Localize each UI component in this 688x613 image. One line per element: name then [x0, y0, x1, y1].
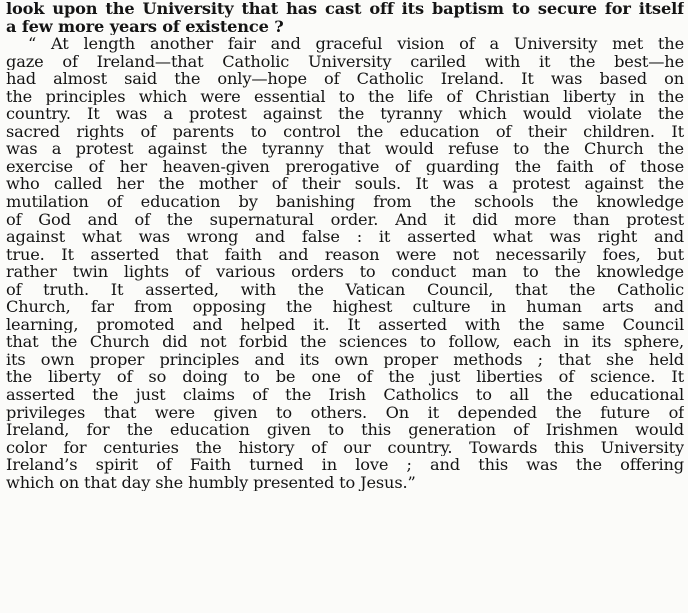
text-line-6: the principles which were essential to the life of Christian liberty in the — [6, 87, 684, 106]
text-line-26: color for centuries the history of our country. Towards this University — [6, 438, 684, 457]
text-line-28: which on that day she humbly presented to Jesus.” — [6, 473, 416, 492]
text-line-13: of God and of the supernatural order. And it did more than protest — [6, 210, 684, 229]
text-line-8: sacred rights of parents to control the education of their children. It — [6, 122, 684, 141]
text-line-16: rather twin lights of various orders to conduct man to the knowledge — [6, 263, 684, 281]
text-line-4: gaze of Ireland—that Catholic University cariled with it the best—he — [6, 52, 684, 71]
text-line-7: country. It was a protest against the tyranny which would violate the — [6, 105, 684, 123]
text-line-19: learning, promoted and helped it. It asserted with the same Council — [6, 315, 684, 334]
text-line-1: look upon the University that has cast off its baptism to secure for itself — [6, 0, 684, 18]
text-line-23: asserted the just claims of the Irish Catholics to all the educational — [6, 386, 684, 404]
text-line-12: mutilation of education by banishing from the schools the knowledge — [6, 193, 684, 211]
text-line-25: Ireland, for the education given to this generation of Irishmen would — [6, 421, 684, 439]
text-line-22: the liberty of so doing to be one of the just liberties of science. It — [6, 368, 684, 387]
text-line-5: had almost said the only—hope of Catholic Ireland. It was based on — [6, 70, 684, 88]
text-line-9: was a protest against the tyranny that would refuse to the Church the — [6, 140, 684, 158]
text-line-11: who called her the mother of their souls. It was a protest against the — [6, 175, 684, 194]
text-line-15: true. It asserted that faith and reason were not necessarily foes, but — [6, 245, 684, 264]
text-line-10: exercise of her heaven-given prerogative of guarding the faith of those — [6, 157, 684, 176]
text-line-27: Ireland’s spirit of Faith turned in love ; and this was the offering — [6, 456, 684, 474]
text-line-14: against what was wrong and false : it asserted what was right and — [6, 228, 684, 246]
text-line-18: Church, far from opposing the highest culture in human arts and — [6, 298, 684, 316]
text-line-3: “ At length another fair and graceful vision of a University met the — [28, 35, 684, 53]
text-line-20: that the Church did not forbid the sciences to follow, each in its sphere, — [6, 333, 684, 351]
text-line-2: a few more years of existence ? — [6, 17, 284, 36]
text-line-24: privileges that were given to others. On it depended the future of — [6, 403, 684, 422]
text-line-17: of truth. It asserted, with the Vatican Council, that the Catholic — [6, 280, 684, 299]
text-line-21: its own proper principles and its own proper methods ; that she held — [6, 350, 684, 369]
